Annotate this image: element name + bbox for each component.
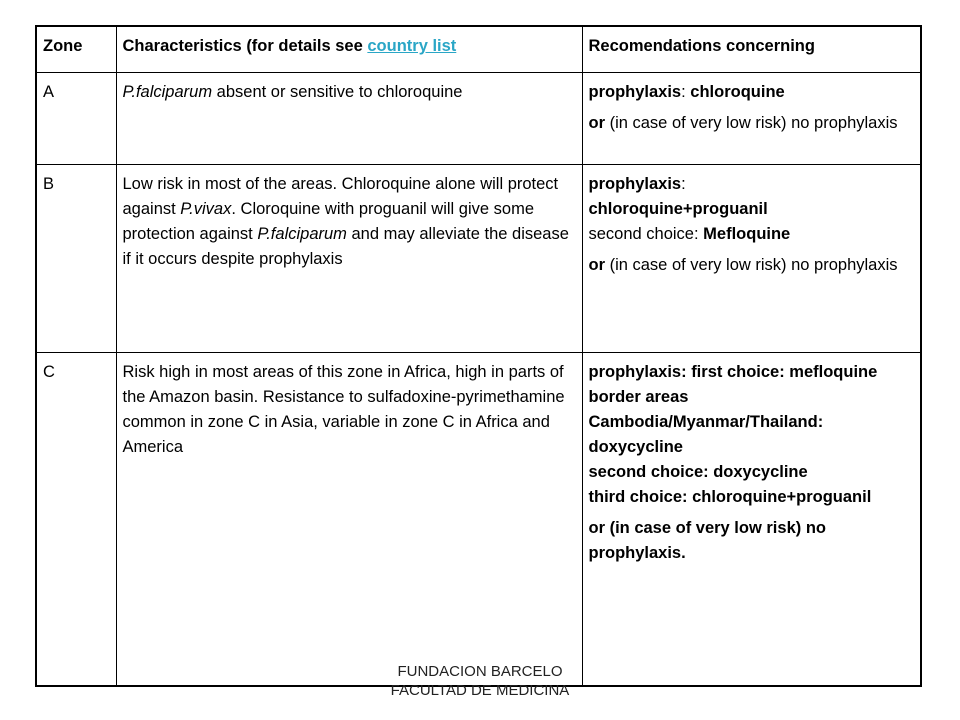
rec-bold-text: prophylaxis <box>588 174 682 193</box>
rec-line <box>589 253 915 278</box>
characteristics-cell <box>116 164 582 352</box>
rec-line <box>589 172 915 197</box>
footer-line-1: FUNDACION BARCELO <box>397 663 563 680</box>
zone-cell: B <box>36 164 116 352</box>
rec-bold-text: or <box>588 255 605 274</box>
char-text: and may alleviate the disease if it occurs despite prophylaxis <box>122 224 569 268</box>
rec-line: second choice: doxycycline <box>588 462 808 481</box>
recommendation-cell <box>582 164 921 352</box>
slide-footer <box>360 662 600 700</box>
rec-text: : <box>681 174 686 193</box>
rec-line: prophylaxis: first choice: mefloquine <box>588 362 878 381</box>
zone-cell: C <box>36 352 116 686</box>
characteristics-cell <box>116 72 582 164</box>
char-italic-text: P.falciparum <box>257 224 347 243</box>
char-italic-text: P.vivax <box>180 199 232 218</box>
rec-bold-text: chloroquine+proguanil <box>588 199 768 218</box>
header-characteristics <box>116 26 582 72</box>
char-text: Low risk in most of the areas. Chloroquine alone will protect against <box>122 174 559 218</box>
table-row-zone-a <box>36 72 921 164</box>
rec-bold-text: Mefloquine <box>703 224 791 243</box>
rec-bold-text: prophylaxis <box>588 82 682 101</box>
characteristics-cell: Risk high in most areas of this zone in Africa, high in parts of the Amazon basin. Resistance to sulfadoxine-pyrimethamine common in zone C in Asia, variable in zone C in Africa and America <box>116 352 582 686</box>
table-row-zone-c <box>36 352 921 686</box>
rec-line <box>589 111 915 136</box>
char-text: absent or sensitive to chloroquine <box>212 82 463 101</box>
zone-cell: A <box>36 72 116 164</box>
country-list-link[interactable]: country list <box>367 37 457 55</box>
recommendation-cell <box>582 72 921 164</box>
char-text: . Cloroquine with proguanil will give some protection against <box>122 199 535 243</box>
rec-line <box>589 222 915 247</box>
char-italic-text: P.falciparum <box>122 82 213 101</box>
rec-line: third choice: chloroquine+proguanil <box>588 487 872 506</box>
rec-text: (in case of very low risk) no prophylaxis <box>605 255 898 274</box>
rec-line: border areas Cambodia/Myanmar/Thailand: doxycycline <box>588 387 824 456</box>
header-characteristics-text: Characteristics (for details see <box>122 37 368 55</box>
rec-bold-text: or <box>588 113 605 132</box>
malaria-zone-table <box>35 25 922 687</box>
table-header-row <box>36 26 921 72</box>
header-recommendations: Recomendations concerning <box>582 26 921 72</box>
rec-bold-text: chloroquine <box>685 82 785 101</box>
footer-line-2: FACULTAD DE MEDICINA <box>390 682 570 699</box>
rec-text: : <box>681 82 686 101</box>
rec-line: or (in case of very low risk) no prophylaxis. <box>588 518 826 562</box>
table-row-zone-b <box>36 164 921 352</box>
rec-line <box>589 197 915 222</box>
rec-text: second choice: <box>588 224 704 243</box>
header-zone: Zone <box>36 26 116 72</box>
rec-line <box>589 80 915 105</box>
recommendation-cell <box>582 352 921 686</box>
rec-text: (in case of very low risk) no prophylaxis <box>605 113 898 132</box>
